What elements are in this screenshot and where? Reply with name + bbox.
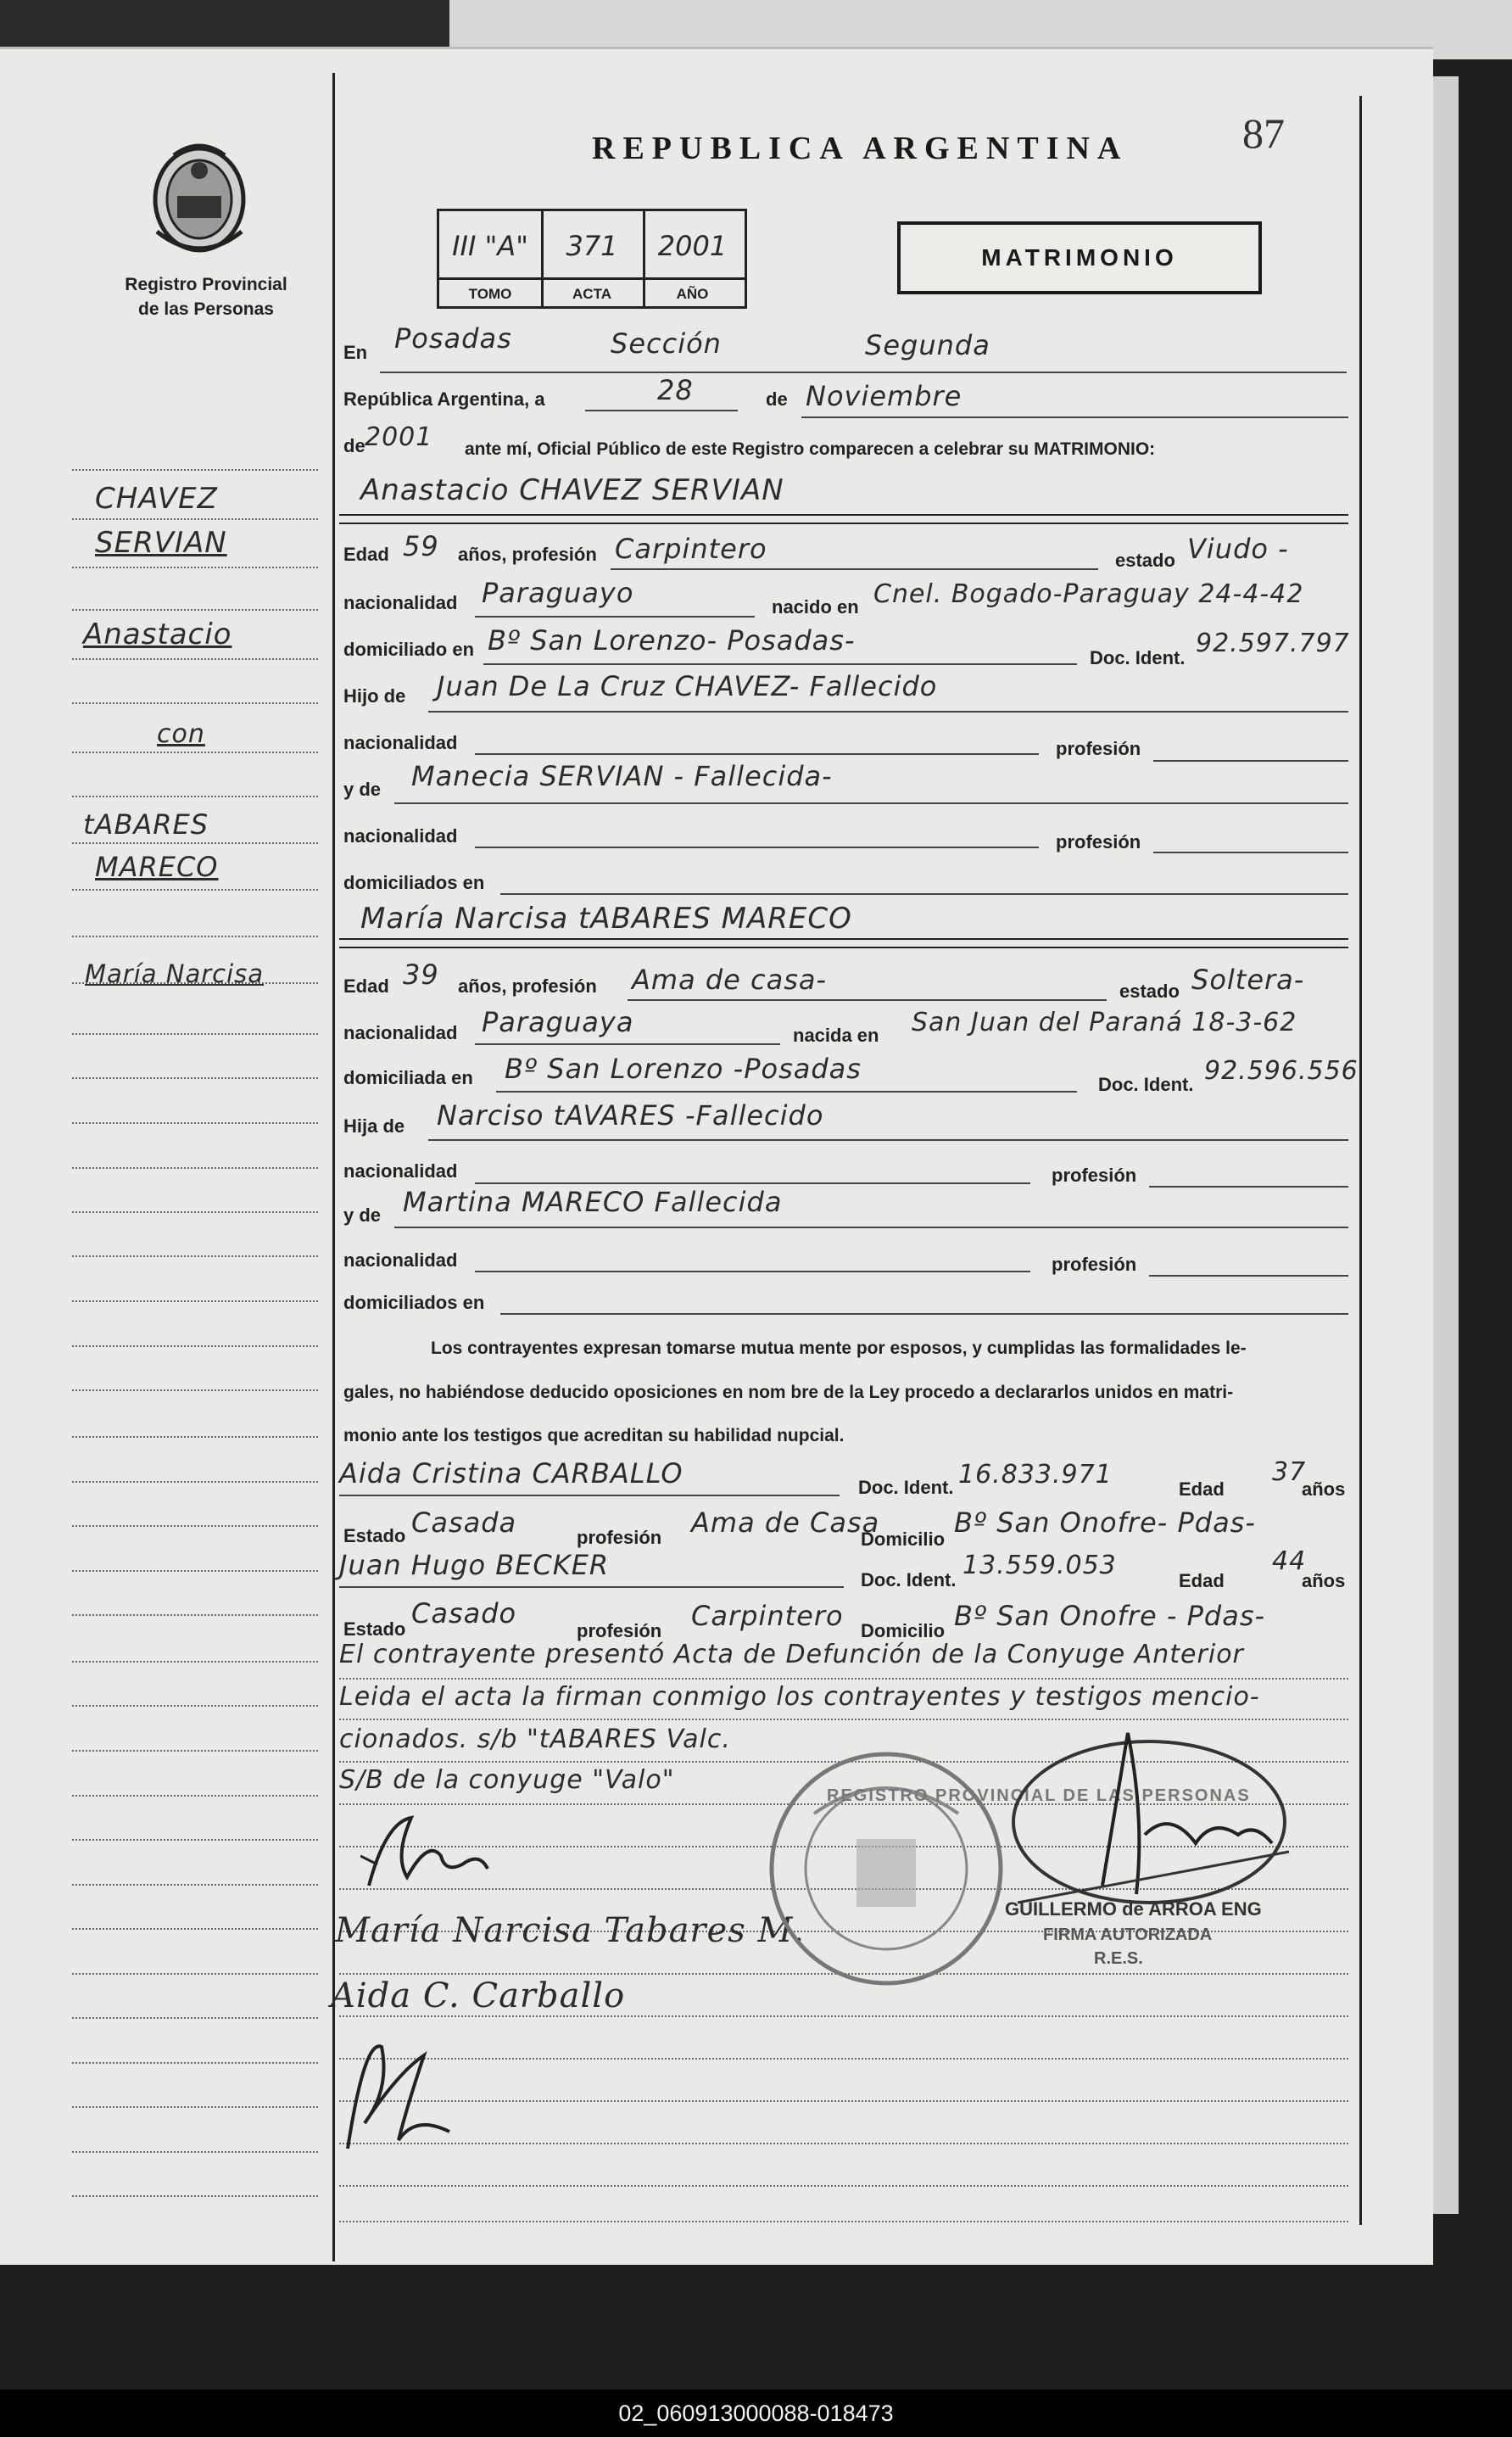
groom-father-line <box>428 711 1348 713</box>
groom-nacido-label: nacido en <box>772 596 859 618</box>
seal-text: REGISTRO PROVINCIAL DE LAS PERSONAS <box>827 1786 1251 1805</box>
witness1-prof-label: profesión <box>577 1527 662 1548</box>
bride-profession-line <box>628 999 1107 1001</box>
bride-signature: María Narcisa Tabares M. <box>335 1911 806 1950</box>
notes-line1: El contrayente presentó Acta de Defunción de la Conyuge Anterior <box>339 1640 1244 1669</box>
official-stamp-line3: R.E.S. <box>1094 1949 1143 1968</box>
witness1-estado-label: Estado <box>343 1525 406 1546</box>
bride-profession: Ama de casa- <box>632 964 828 996</box>
month-line <box>801 416 1348 418</box>
groom-nationality-line <box>475 616 755 618</box>
bride-mother-nat-label: nacionalidad <box>343 1249 458 1271</box>
groom-name-line <box>339 514 1348 516</box>
bride-nacida-label: nacida en <box>793 1025 879 1046</box>
witness1-name-line <box>339 1495 840 1496</box>
witness2-doc: 13.559.053 <box>962 1551 1117 1580</box>
witness1-status: Casada <box>411 1506 517 1539</box>
margin-groom-surname1: CHAVEZ <box>95 482 218 516</box>
republic-text: República Argentina, a <box>343 388 545 410</box>
groom-father-prof-line <box>1153 760 1348 762</box>
section-label: Sección <box>611 327 722 360</box>
groom-birthplace: Cnel. Bogado-Paraguay 24-4-42 <box>873 579 1304 609</box>
witness1-doc: 16.833.971 <box>958 1460 1113 1490</box>
groom-mother-nat-line <box>475 847 1039 848</box>
groom-address: Bº San Lorenzo- Posadas- <box>488 624 856 657</box>
bride-father-prof-label: profesión <box>1052 1165 1137 1186</box>
groom-yde-label: y de <box>343 779 382 800</box>
groom-mother-prof-label: profesión <box>1056 831 1141 852</box>
groom-anos-label: años, profesión <box>458 544 597 565</box>
declaration-line3: monio ante los testigos que acreditan su habilidad nupcial. <box>343 1426 845 1445</box>
notes-line2: Leida el acta la firman conmigo los contrayentes y testigos mencio- <box>339 1682 1260 1712</box>
witness1-profession: Ama de Casa <box>691 1506 880 1539</box>
groom-father: Juan De La Cruz CHAVEZ- Fallecido <box>437 670 938 702</box>
witness2-anos-label: años <box>1302 1570 1346 1591</box>
bride-nationality: Paraguaya <box>482 1006 634 1038</box>
official-stamp-line2: FIRMA AUTORIZADA <box>1043 1926 1213 1944</box>
page-number: 87 <box>1242 109 1285 157</box>
bride-father-prof-line <box>1149 1186 1348 1188</box>
ano-label: AÑO <box>676 286 709 302</box>
official-stamp-line1: GUILLERMO de ARROA ENG <box>1005 1898 1262 1920</box>
bride-anos-label: años, profesión <box>458 975 597 997</box>
place-line <box>380 372 1347 373</box>
bride-nac-label: nacionalidad <box>343 1022 458 1043</box>
groom-nac-label: nacionalidad <box>343 592 458 613</box>
witness1-address: Bº San Onofre- Pdas- <box>954 1506 1256 1539</box>
bride-age: 39 <box>403 959 439 991</box>
groom-profession: Carpintero <box>615 533 767 565</box>
tomo-label: TOMO <box>468 286 512 302</box>
bride-civil-status: Soltera- <box>1191 964 1305 996</box>
groom-age: 59 <box>403 530 439 562</box>
bride-address-line <box>496 1091 1077 1093</box>
witness1-age: 37 <box>1272 1457 1307 1487</box>
registry-name <box>100 272 312 321</box>
bride-birthplace: San Juan del Paraná 18-3-62 <box>912 1008 1297 1037</box>
right-border <box>1359 96 1362 2225</box>
groom-mother-nat-label: nacionalidad <box>343 825 458 847</box>
registry-line2: de las Personas <box>138 299 274 319</box>
document-page <box>0 47 1433 2265</box>
bride-yde-label: y de <box>343 1205 382 1226</box>
notes-line4: S/B de la conyuge "Valo" <box>339 1765 675 1795</box>
dark-strip <box>0 0 449 51</box>
bride-doc-label: Doc. Ident. <box>1098 1074 1194 1095</box>
place-value: Posadas <box>394 322 512 355</box>
bride-name-line <box>339 938 1348 940</box>
witness2-doc-label: Doc. Ident. <box>861 1569 957 1590</box>
groom-doc: 92.597.797 <box>1196 629 1350 658</box>
margin-connector: con <box>157 719 205 749</box>
bride-divider <box>339 947 1348 948</box>
groom-civil-status: Viudo - <box>1187 533 1289 565</box>
bride-mother-line <box>394 1227 1348 1228</box>
bride-estado-label: estado <box>1119 981 1180 1002</box>
acta-label: ACTA <box>572 286 611 302</box>
groom-hijo-label: Hijo de <box>343 685 406 707</box>
bride-father-nat-label: nacionalidad <box>343 1160 458 1182</box>
notes-line3: cionados. s/b "tABARES Valc. <box>339 1724 731 1754</box>
witness1-name: Aida Cristina CARBALLO <box>339 1457 683 1490</box>
witness1-signature: Aida C. Carballo <box>331 1976 626 2015</box>
de-label: de <box>766 388 788 410</box>
bride-father: Narciso tAVARES -Fallecido <box>437 1099 824 1132</box>
groom-dom-label: domiciliado en <box>343 639 475 660</box>
bride-father-nat-line <box>475 1182 1030 1184</box>
bride-mother-nat-line <box>475 1271 1030 1272</box>
bride-nationality-line <box>475 1043 780 1045</box>
groom-estado-label: estado <box>1115 550 1175 571</box>
witness2-domicilio-label: Domicilio <box>861 1620 946 1641</box>
groom-father-nat-label: nacionalidad <box>343 732 458 753</box>
month-value: Noviembre <box>806 380 962 412</box>
witness2-prof-label: profesión <box>577 1620 662 1641</box>
bride-mother-prof-line <box>1149 1275 1348 1277</box>
groom-nationality: Paraguayo <box>482 577 634 609</box>
day-value: 28 <box>657 374 694 406</box>
bride-edad-label: Edad <box>343 975 389 997</box>
bride-father-line <box>428 1139 1348 1141</box>
groom-mother-line <box>394 802 1348 804</box>
groom-father-nat-line <box>475 753 1039 755</box>
acta-cell <box>541 211 645 306</box>
witness2-estado-label: Estado <box>343 1618 406 1640</box>
section-value: Segunda <box>865 329 990 361</box>
groom-mother-prof-line <box>1153 852 1348 853</box>
de-label-2: de <box>343 435 365 456</box>
official-seal-icon <box>763 1746 1009 1992</box>
witness1-anos-label: años <box>1302 1478 1346 1500</box>
page-edge <box>1433 76 1459 2214</box>
witness2-edad-label: Edad <box>1179 1570 1225 1591</box>
margin-groom-surname2: SERVIAN <box>95 526 227 560</box>
tomo-acta-box <box>437 209 747 309</box>
bride-doc: 92.596.556 <box>1204 1056 1359 1086</box>
bride-mother: Martina MARECO Fallecida <box>403 1186 783 1218</box>
witness2-address: Bº San Onofre - Pdas- <box>954 1600 1266 1632</box>
ano-value: 2001 <box>657 230 728 262</box>
image-caption: 02_060913000088-018473 <box>0 2389 1512 2437</box>
witness2-profession: Carpintero <box>691 1600 844 1632</box>
country-title: REPUBLICA ARGENTINA <box>592 131 1129 166</box>
en-label: En <box>343 342 368 363</box>
year-value: 2001 <box>365 422 433 452</box>
groom-profession-line <box>611 568 1098 570</box>
margin-groom-name: Anastacio <box>83 618 232 651</box>
registry-line1: Registro Provincial <box>125 275 287 294</box>
coat-of-arms-icon <box>148 138 250 257</box>
groom-edad-label: Edad <box>343 544 389 565</box>
bride-address: Bº San Lorenzo -Posadas <box>505 1053 862 1085</box>
witness1-doc-label: Doc. Ident. <box>858 1477 954 1498</box>
groom-full-name: Anastacio CHAVEZ SERVIAN <box>360 473 784 507</box>
margin-bride-name: María Narcisa <box>85 959 265 988</box>
ante-text: ante mí, Oficial Público de este Registro comparecen a celebrar su MATRIMONIO: <box>465 439 1156 459</box>
margin-bride-surname2: MARECO <box>95 851 219 883</box>
groom-domiciliados-line <box>500 893 1348 895</box>
declaration-line1: Los contrayentes expresan tomarse mutua mente por esposos, y cumplidas las formalidades le- <box>431 1339 1247 1358</box>
witness2-name-line <box>339 1586 844 1588</box>
ano-cell <box>643 211 742 306</box>
groom-mother: Manecia SERVIAN - Fallecida- <box>411 760 833 792</box>
bride-dom-label: domiciliada en <box>343 1067 473 1088</box>
tomo-cell <box>439 211 544 306</box>
witness2-signature <box>331 2021 466 2157</box>
tomo-value: III "A" <box>452 230 528 262</box>
margin-bride-surname1: tABARES <box>83 808 209 841</box>
groom-address-line <box>483 663 1077 665</box>
groom-doc-label: Doc. Ident. <box>1090 647 1186 668</box>
day-line <box>585 410 738 411</box>
bride-mother-prof-label: profesión <box>1052 1254 1137 1275</box>
witness2-status: Casado <box>411 1597 517 1629</box>
act-type-box: MATRIMONIO <box>897 221 1262 294</box>
groom-father-prof-label: profesión <box>1056 738 1141 759</box>
bride-hija-label: Hija de <box>343 1115 405 1137</box>
groom-domiciliados-label: domiciliados en <box>343 872 485 893</box>
acta-value: 371 <box>566 230 618 262</box>
witness2-age: 44 <box>1272 1546 1307 1576</box>
tomo-separator <box>439 277 745 280</box>
witness2-name: Juan Hugo BECKER <box>339 1549 610 1581</box>
witness1-edad-label: Edad <box>1179 1478 1225 1500</box>
declaration-line2: gales, no habiéndose deducido oposiciones en nom bre de la Ley procedo a declararlos unidos en matri- <box>343 1383 1234 1402</box>
bride-full-name: María Narcisa tABARES MARECO <box>360 902 852 936</box>
bride-domiciliados-line <box>500 1313 1348 1315</box>
witness1-domicilio-label: Domicilio <box>861 1529 946 1550</box>
groom-divider <box>339 523 1348 524</box>
bride-domiciliados-label: domiciliados en <box>343 1292 485 1313</box>
groom-signature <box>360 1805 513 1898</box>
